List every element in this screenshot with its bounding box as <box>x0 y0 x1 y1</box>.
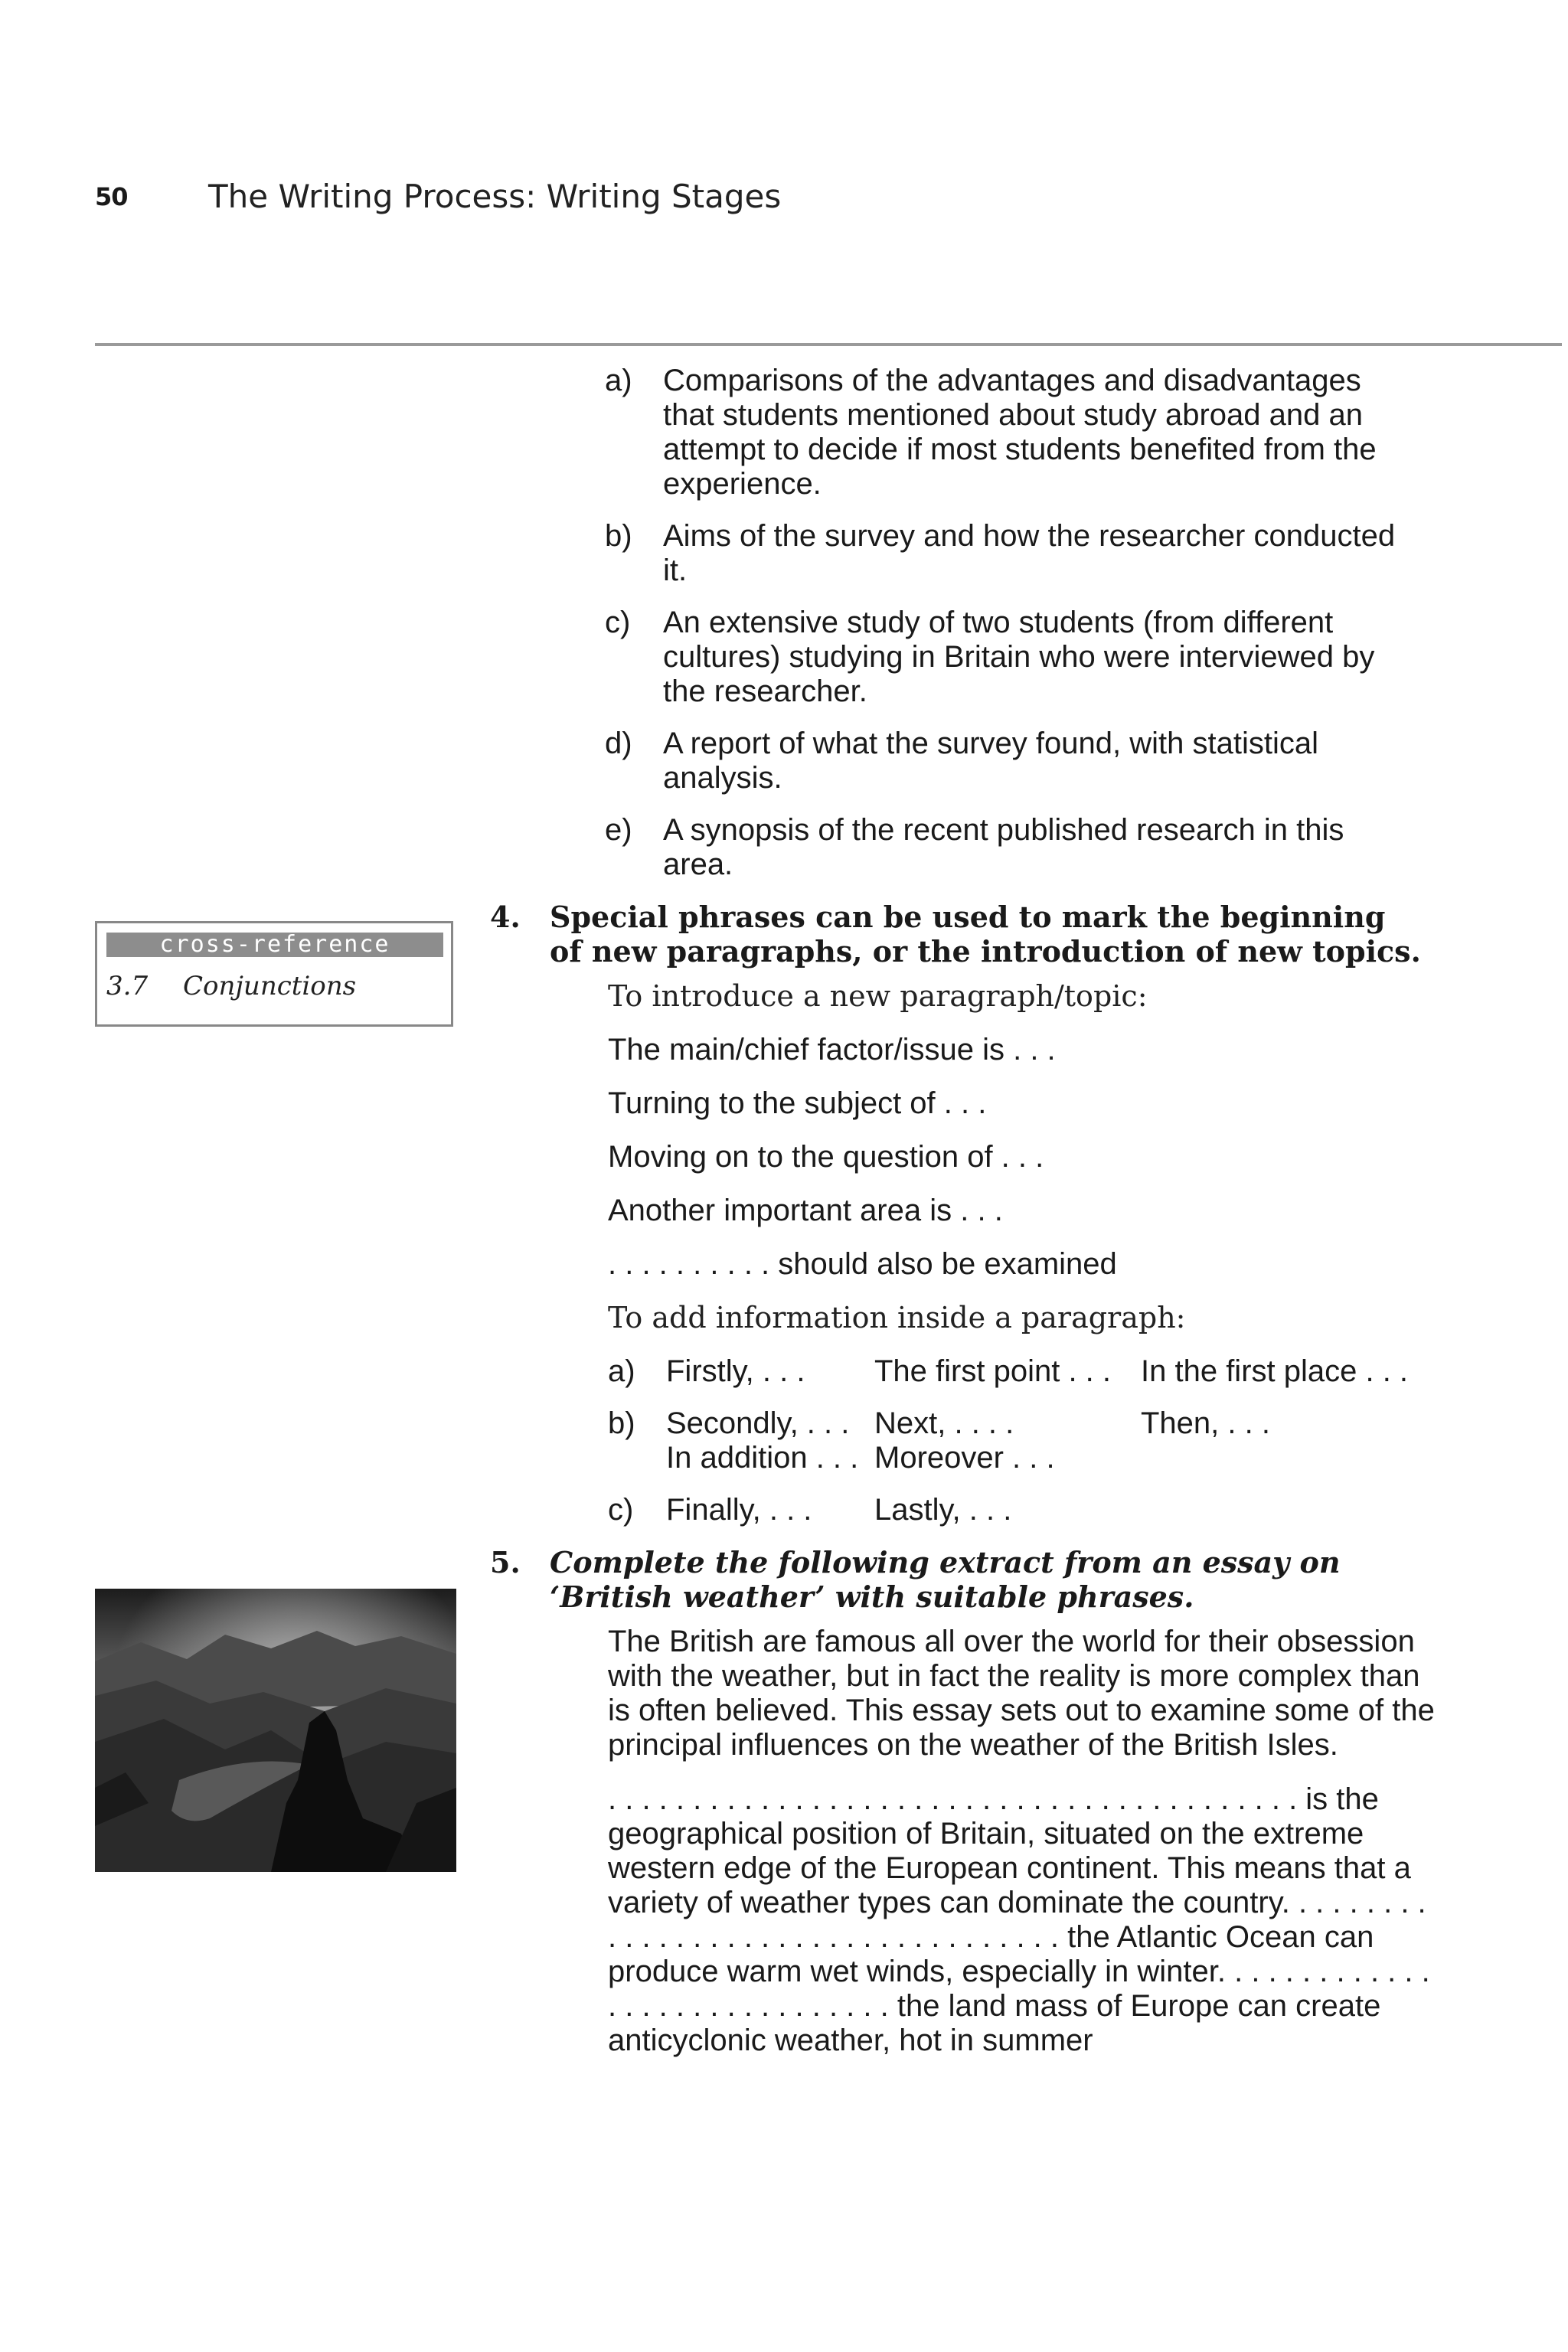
row-label: a) <box>608 1354 635 1388</box>
header-rule <box>95 343 1562 346</box>
phrase-row <box>608 1441 1485 1475</box>
item-label: e) <box>605 813 632 847</box>
add-heading: To add information inside a paragraph: <box>608 1301 1186 1334</box>
phrase-cell: Firstly, . . . <box>666 1354 805 1388</box>
running-title: The Writing Process: Writing Stages <box>208 178 782 215</box>
phrase-cell: Lastly, . . . <box>874 1493 1012 1527</box>
item-label: d) <box>605 727 632 760</box>
phrase-row-group <box>608 1406 1485 1475</box>
phrase-cell: In addition . . . <box>666 1441 859 1475</box>
intro-phrase: . . . . . . . . . . should also be examined <box>608 1247 1117 1281</box>
phrase-cell: Moreover . . . <box>874 1441 1055 1475</box>
page-number: 50 <box>95 182 128 211</box>
phrase-cell: Secondly, . . . <box>666 1406 850 1440</box>
cross-reference-number: 3.7 <box>106 971 149 1001</box>
task-5-body <box>608 1625 1485 2058</box>
task-4-heading <box>490 900 1485 969</box>
phrase-row <box>608 1493 1485 1527</box>
item-text: A report of what the survey found, with statistical analysis. <box>663 727 1318 795</box>
options-list <box>605 364 1485 882</box>
intro-phrase: Turning to the subject of . . . <box>608 1086 987 1120</box>
task-4-body <box>608 979 1485 1527</box>
task-title: Complete the following extract from an essay on ‘British weather’ with suitable phrases. <box>550 1545 1341 1614</box>
task-number: 4. <box>490 900 521 934</box>
main-content <box>490 364 1485 2078</box>
phrase-cell: In the first place . . . <box>1141 1354 1409 1388</box>
list-item <box>605 727 1485 795</box>
row-label: b) <box>608 1406 635 1440</box>
row-label <box>608 1441 666 1475</box>
list-item <box>605 519 1485 588</box>
cross-reference-label: cross-reference <box>106 933 443 957</box>
item-label: c) <box>605 606 631 639</box>
item-text: An extensive study of two students (from different cultures) studying in Britain who were interviewed by the researcher. <box>663 606 1375 708</box>
item-text: Comparisons of the advantages and disadvantages that students mentioned about study abroad and an attempt to decide if most students benefited from the experience. <box>663 364 1377 501</box>
task-title: Special phrases can be used to mark the beginning of new paragraphs, or the introduction of new topics. <box>550 900 1421 969</box>
list-item <box>605 364 1485 501</box>
intro-phrase: Another important area is . . . <box>608 1194 1003 1227</box>
item-text: Aims of the survey and how the researcher conducted it. <box>663 519 1396 587</box>
list-item <box>605 813 1485 882</box>
phrase-cell: Then, . . . <box>1141 1406 1270 1440</box>
task-5-heading <box>490 1545 1485 1614</box>
cross-reference-entry <box>106 971 356 1001</box>
phrase-row <box>608 1354 1485 1389</box>
essay-paragraph: . . . . . . . . . . . . . . . . . . . . . . . . . . . . . . . . . . . . . . . . . is the geographical position of Britain, situated on the extreme western edge of the European continent. This means that a variety of weather types can dominate the country. . . . . . . . . . . . . . . . . . . . . . . . . . . . . . . . . . . . the Atlantic Ocean can produce warm wet winds, especially in winter. . . . . . . . . . . . . . . . . . . . . . . . . . . . . . the land mass of Europe can create anticyclonic weather, hot in summer <box>608 1782 1430 2057</box>
intro-phrase: Moving on to the question of . . . <box>608 1140 1044 1174</box>
task-number: 5. <box>490 1545 521 1579</box>
phrase-cell: The first point . . . <box>874 1354 1112 1388</box>
cross-reference-title: Conjunctions <box>183 971 357 1001</box>
list-item <box>605 606 1485 709</box>
cross-reference-box <box>95 921 453 1027</box>
essay-paragraph: The British are famous all over the world for their obsession with the weather, but in fact the reality is more complex than is often believed. This essay sets out to examine some of the principal influences on the weather of the British Isles. <box>608 1625 1435 1762</box>
item-label: a) <box>605 364 632 397</box>
phrase-cell: Finally, . . . <box>666 1493 812 1527</box>
intro-phrase: The main/chief factor/issue is . . . <box>608 1033 1056 1067</box>
intro-heading: To introduce a new paragraph/topic: <box>608 979 1148 1013</box>
row-label: c) <box>608 1493 634 1527</box>
item-label: b) <box>605 519 632 553</box>
item-text: A synopsis of the recent published research in this area. <box>663 813 1344 881</box>
phrase-cell: Next, . . . . <box>874 1406 1014 1440</box>
mountain-photo <box>95 1589 456 1872</box>
phrase-row <box>608 1406 1485 1441</box>
